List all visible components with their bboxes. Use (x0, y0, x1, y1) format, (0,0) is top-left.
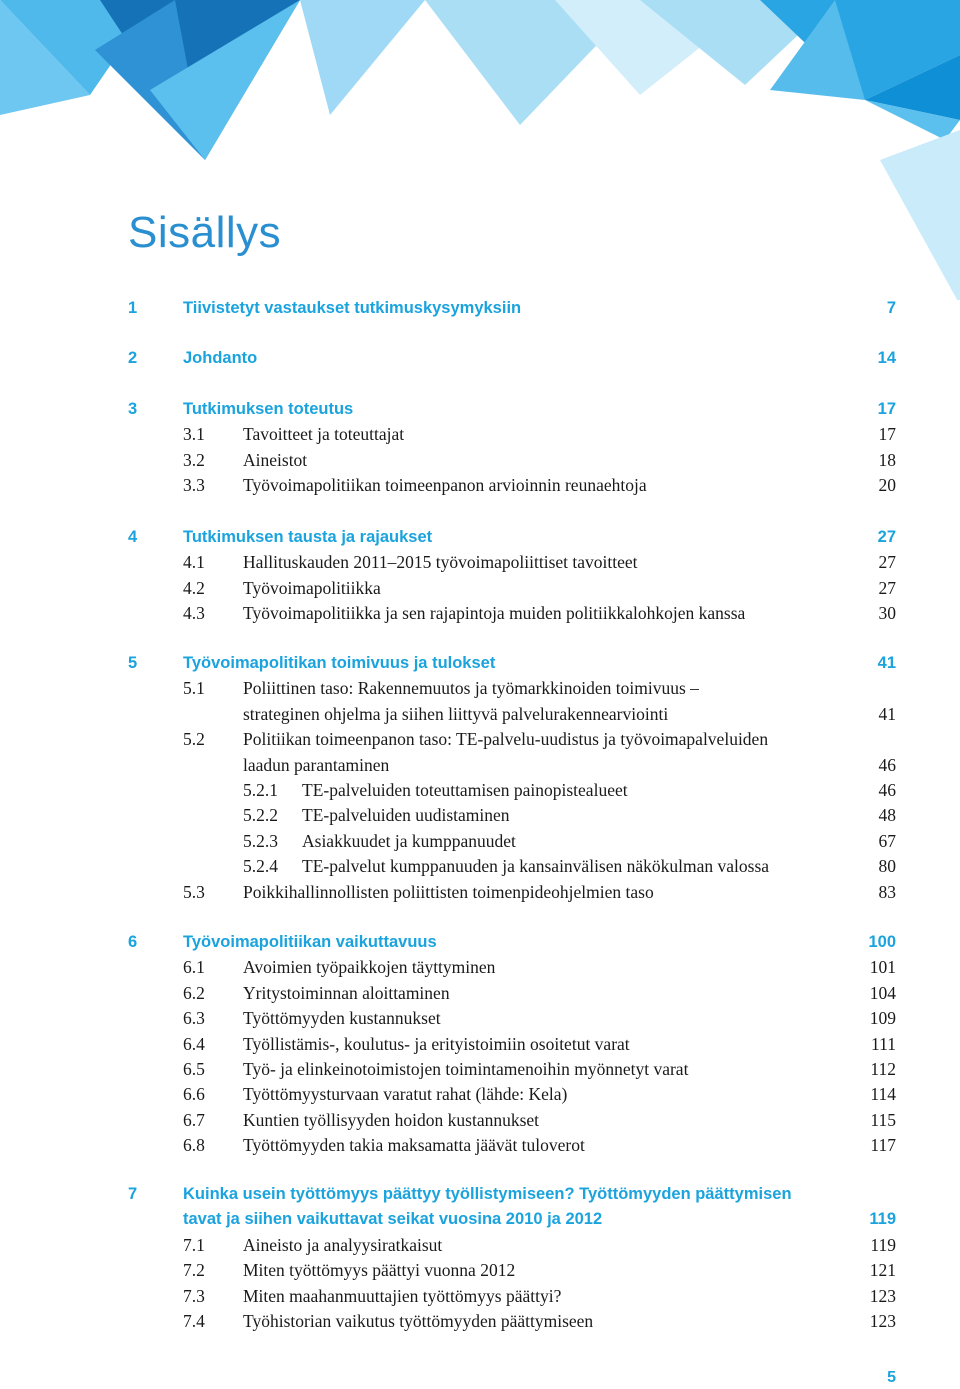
toc-section-row[interactable] (0, 576, 960, 600)
section-page: 112 (870, 1059, 896, 1079)
subsection-title: TE-palveluiden toteuttamisen painopistealueet (302, 780, 628, 800)
section-page: 83 (878, 881, 896, 902)
section-page: 27 (878, 552, 896, 573)
toc-subsection-row[interactable] (0, 829, 960, 853)
section-page: 41 (878, 703, 896, 724)
section-title: Työttömyyden takia maksamatta jäävät tuloverot (243, 1135, 585, 1156)
toc-section-row[interactable] (0, 1006, 960, 1030)
section-title: Politiikan toimeenpanon taso: TE-palvelu-uudistus ja työvoimapalveluiden (243, 729, 769, 750)
toc-section-row[interactable] (0, 880, 960, 904)
subsection-page: 67 (878, 830, 896, 851)
subsection-number: 5.2.2 (243, 805, 278, 826)
section-title: Aineistot (243, 449, 308, 470)
toc-section-row-continued[interactable] (0, 753, 960, 777)
section-number: 6.5 (183, 1059, 205, 1079)
section-title-continued: laadun parantaminen (243, 754, 390, 775)
toc-chapter-row[interactable] (0, 930, 960, 954)
toc-chapter-row-continued[interactable] (0, 1207, 960, 1231)
toc-section-row[interactable] (0, 1309, 960, 1333)
section-title: Työvoimapolitiikka (243, 577, 381, 598)
section-title: Yritystoiminnan aloittaminen (243, 982, 450, 1003)
section-number: 5.1 (183, 678, 205, 699)
chapter-title: Kuinka usein työttömyys päättyy työllistymiseen? Työttömyyden päättymisen (183, 1185, 792, 1203)
subsection-number: 5.2.1 (243, 780, 278, 800)
section-title: Miten maahanmuuttajien työttömyys päättyi? (243, 1285, 562, 1306)
section-title: Työhistorian vaikutus työttömyyden päättymiseen (243, 1311, 594, 1331)
toc-subsection-row[interactable] (0, 854, 960, 878)
section-page: 123 (869, 1285, 896, 1306)
section-page: 109 (869, 1008, 896, 1029)
chapter-title: Tutkimuksen toteutus (183, 400, 354, 418)
section-page: 111 (871, 1033, 896, 1054)
chapter-number: 7 (128, 1185, 138, 1203)
page-title: Sisällys (128, 208, 282, 257)
section-title: Työvoimapolitiikka ja sen rajapintoja muiden politiikkalohkojen kanssa (243, 603, 746, 624)
toc-section-row[interactable] (0, 1284, 960, 1308)
toc-section-row[interactable] (0, 448, 960, 472)
section-number: 3.2 (183, 449, 205, 470)
section-page: 123 (869, 1311, 896, 1331)
section-page: 104 (869, 982, 896, 1003)
toc-section-row[interactable] (0, 981, 960, 1005)
section-page: 27 (878, 577, 896, 598)
section-number: 6.4 (183, 1033, 205, 1054)
toc-subsection-row[interactable] (0, 778, 960, 802)
section-page: 114 (870, 1084, 896, 1105)
toc-section-row[interactable] (0, 550, 960, 574)
section-number: 3.3 (183, 475, 205, 496)
section-number: 6.3 (183, 1008, 205, 1029)
toc-section-row[interactable] (0, 1258, 960, 1282)
toc-section-row[interactable] (0, 1032, 960, 1056)
section-number: 6.7 (183, 1109, 205, 1130)
toc-section-row[interactable] (0, 1057, 960, 1081)
chapter-page: 27 (877, 528, 896, 546)
section-title: Avoimien työpaikkojen täyttyminen (243, 957, 496, 978)
section-page: 17 (878, 424, 896, 445)
subsection-title: Asiakkuudet ja kumppanuudet (302, 830, 516, 851)
section-number: 4.3 (183, 603, 205, 624)
section-number: 7.4 (183, 1311, 205, 1331)
section-title: Hallituskauden 2011–2015 työvoimapoliittiset tavoitteet (243, 552, 638, 573)
section-title: Kuntien työllisyyden hoidon kustannukset (243, 1109, 540, 1130)
subsection-page: 46 (878, 780, 896, 800)
chapter-number: 5 (128, 654, 138, 672)
toc-section-row[interactable] (0, 473, 960, 497)
subsection-number: 5.2.3 (243, 830, 278, 851)
chapter-number: 1 (128, 299, 138, 317)
section-title: Aineisto ja analyysiratkaisut (243, 1234, 443, 1255)
subsection-title: TE-palvelut kumppanuuden ja kansainvälisen näkökulman valossa (302, 856, 770, 877)
subsection-page: 80 (878, 856, 896, 877)
section-number: 6.8 (183, 1135, 205, 1156)
toc-section-row[interactable] (0, 676, 960, 700)
toc-section-row[interactable] (0, 601, 960, 625)
section-number: 5.2 (183, 729, 205, 750)
section-number: 4.1 (183, 552, 205, 573)
chapter-page: 100 (868, 933, 896, 951)
section-title: Tavoitteet ja toteuttajat (243, 424, 405, 445)
toc-chapter-row[interactable] (0, 397, 960, 421)
section-title: Työllistämis-, koulutus- ja erityistoimiin osoitetut varat (243, 1033, 630, 1054)
section-title: Työvoimapolitiikan toimeenpanon arvioinnin reunaehtoja (243, 475, 647, 496)
chapter-title: Työvoimapolitikan toimivuus ja tulokset (183, 654, 496, 672)
toc-section-row[interactable] (0, 1108, 960, 1132)
section-number: 7.2 (183, 1260, 205, 1281)
chapter-number: 2 (128, 349, 138, 367)
section-page: 20 (878, 475, 896, 496)
section-page: 30 (878, 603, 896, 624)
section-page: 18 (878, 449, 896, 470)
toc-chapter-row[interactable] (0, 296, 960, 320)
section-page: 119 (870, 1234, 896, 1255)
section-page: 101 (869, 957, 896, 978)
chapter-page: 7 (886, 299, 896, 317)
chapter-page: 17 (877, 400, 896, 418)
section-number: 4.2 (183, 577, 205, 598)
toc-section-row[interactable] (0, 727, 960, 751)
section-number: 6.1 (183, 957, 205, 978)
section-page: 121 (869, 1260, 896, 1281)
subsection-title: TE-palveluiden uudistaminen (302, 805, 510, 826)
section-page: 117 (870, 1135, 896, 1156)
toc-section-row[interactable] (0, 1133, 960, 1157)
chapter-title: Työvoimapolitiikan vaikuttavuus (183, 933, 437, 951)
subsection-number: 5.2.4 (243, 856, 278, 877)
chapter-number: 3 (128, 400, 138, 418)
toc-chapter-row[interactable] (0, 525, 960, 549)
toc-chapter-row[interactable] (0, 346, 960, 370)
section-title: Työttömyyden kustannukset (243, 1008, 441, 1029)
chapter-title-continued: tavat ja siihen vaikuttavat seikat vuosina 2010 ja 2012 (183, 1210, 603, 1229)
section-title: Poliittinen taso: Rakennemuutos ja työmarkkinoiden toimivuus – (243, 678, 699, 699)
page-number: 5 (887, 1369, 896, 1386)
chapter-page: 119 (869, 1210, 896, 1229)
section-number: 6.2 (183, 982, 205, 1003)
toc-section-row[interactable] (0, 1082, 960, 1106)
toc-section-row[interactable] (0, 1233, 960, 1257)
subsection-page: 48 (878, 805, 896, 826)
toc-section-row[interactable] (0, 422, 960, 446)
toc-section-row[interactable] (0, 955, 960, 979)
section-number: 5.3 (183, 881, 205, 902)
toc-subsection-row[interactable] (0, 803, 960, 827)
chapter-title: Tutkimuksen tausta ja rajaukset (183, 528, 433, 546)
section-number: 6.6 (183, 1084, 205, 1105)
chapter-title: Johdanto (183, 349, 258, 367)
section-title: Työttömyysturvaan varatut rahat (lähde: Kela) (243, 1084, 568, 1105)
chapter-title: Tiivistetyt vastaukset tutkimuskysymyksiin (183, 299, 522, 317)
toc-chapter-row[interactable] (0, 651, 960, 675)
section-title: Työ- ja elinkeinotoimistojen toimintamenoihin myönnetyt varat (243, 1059, 689, 1079)
chapter-page: 14 (877, 349, 896, 367)
toc-section-row-continued[interactable] (0, 702, 960, 726)
chapter-page: 41 (877, 654, 896, 672)
section-title: Poikkihallinnollisten poliittisten toimenpideohjelmien taso (243, 881, 654, 902)
section-number: 7.1 (183, 1234, 205, 1255)
chapter-number: 6 (128, 933, 138, 951)
section-title: Miten työttömyys päättyi vuonna 2012 (243, 1260, 516, 1281)
toc-chapter-row[interactable] (0, 1182, 960, 1206)
section-title-continued: strateginen ohjelma ja siihen liittyvä palvelurakennearviointi (243, 703, 669, 724)
chapter-number: 4 (128, 528, 138, 546)
section-number: 3.1 (183, 424, 205, 445)
section-page: 46 (878, 754, 896, 775)
section-page: 115 (870, 1109, 896, 1130)
section-number: 7.3 (183, 1285, 205, 1306)
